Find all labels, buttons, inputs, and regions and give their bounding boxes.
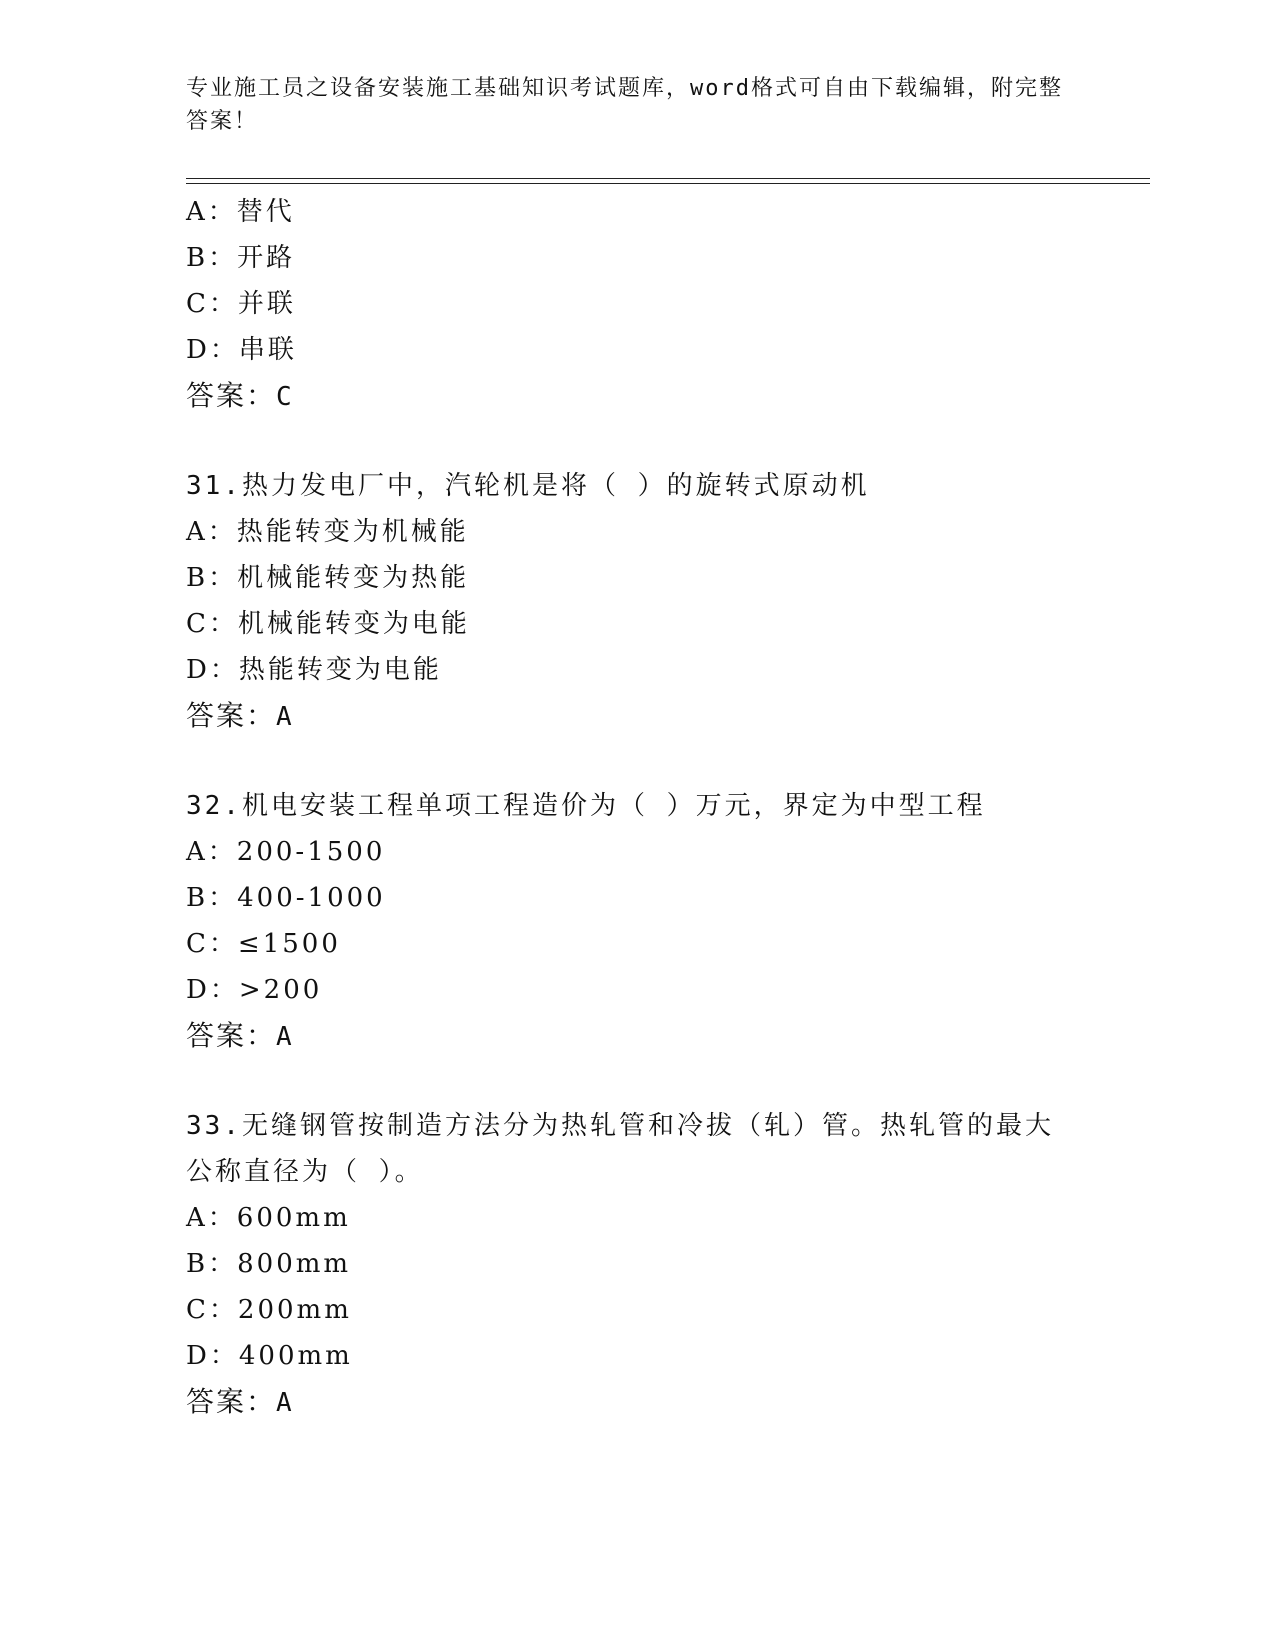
option-text: 热能转变为电能 [238, 655, 442, 685]
option-text: 热能转变为机械能 [236, 517, 469, 547]
option-text: 开路 [237, 243, 296, 273]
question-text: 32.机电安装工程单项工程造价为（ ）万元，界定为中型工程 [186, 791, 986, 821]
answer-label: 答案： [186, 699, 277, 732]
option-line: C：≤1500 [186, 929, 341, 959]
option-text: 替代 [236, 197, 295, 227]
answer-line [186, 1379, 1150, 1425]
option-line: D：400mm [186, 1341, 353, 1371]
answer-value: A [276, 1022, 294, 1052]
option-line: D：热能转变为电能 [186, 655, 442, 685]
question-block [186, 189, 1150, 419]
option-text: 800mm [237, 1249, 352, 1279]
answer-label: 答案： [186, 1019, 277, 1052]
option-line: A：200-1500 [186, 837, 386, 867]
option-line: B：400-1000 [186, 883, 386, 913]
answer-value: A [276, 702, 294, 732]
option-line: C：200mm [186, 1295, 352, 1325]
option-text: ≤1500 [237, 929, 341, 959]
question-block [186, 1103, 1150, 1425]
option-line: D：>200 [186, 975, 323, 1005]
option-line: A：热能转变为机械能 [186, 517, 469, 547]
answer-label: 答案： [186, 379, 277, 412]
document-header: 专业施工员之设备安装施工基础知识考试题库，word格式可自由下载编辑，附完整答案！ [186, 76, 1063, 134]
option-text: 600mm [236, 1203, 351, 1233]
option-line: B：800mm [186, 1249, 352, 1279]
option-line: A：替代 [186, 197, 295, 227]
option-text: >200 [238, 975, 323, 1005]
question-block [186, 463, 1150, 739]
answer-value: C [276, 382, 294, 412]
option-line: C：机械能转变为电能 [186, 609, 470, 639]
option-text: 200mm [237, 1295, 352, 1325]
option-text: 400mm [238, 1341, 353, 1371]
answer-line [186, 1013, 1150, 1059]
header-divider-bottom [186, 183, 1150, 184]
answer-label: 答案： [186, 1385, 277, 1418]
header-divider-top [186, 178, 1150, 179]
answer-line [186, 693, 1150, 739]
option-text: 机械能转变为热能 [237, 563, 470, 593]
option-line: C：并联 [186, 289, 296, 319]
option-text: 400-1000 [237, 883, 386, 913]
option-text: 机械能转变为电能 [237, 609, 470, 639]
question-block [186, 783, 1150, 1059]
option-text: 200-1500 [236, 837, 386, 867]
option-line: D：串联 [186, 335, 297, 365]
option-text: 串联 [238, 335, 297, 365]
option-line: B：开路 [186, 243, 296, 273]
question-list [186, 189, 1150, 1469]
option-line: A：600mm [186, 1203, 351, 1233]
question-text: 33.无缝钢管按制造方法分为热轧管和冷拔（轧）管。热轧管的最大公称直径为（ ）。 [186, 1111, 1054, 1187]
option-line: B：机械能转变为热能 [186, 563, 470, 593]
option-text: 并联 [237, 289, 296, 319]
answer-line [186, 373, 1150, 419]
question-text: 31.热力发电厂中，汽轮机是将（ ）的旋转式原动机 [186, 471, 870, 501]
answer-value: A [276, 1388, 294, 1418]
